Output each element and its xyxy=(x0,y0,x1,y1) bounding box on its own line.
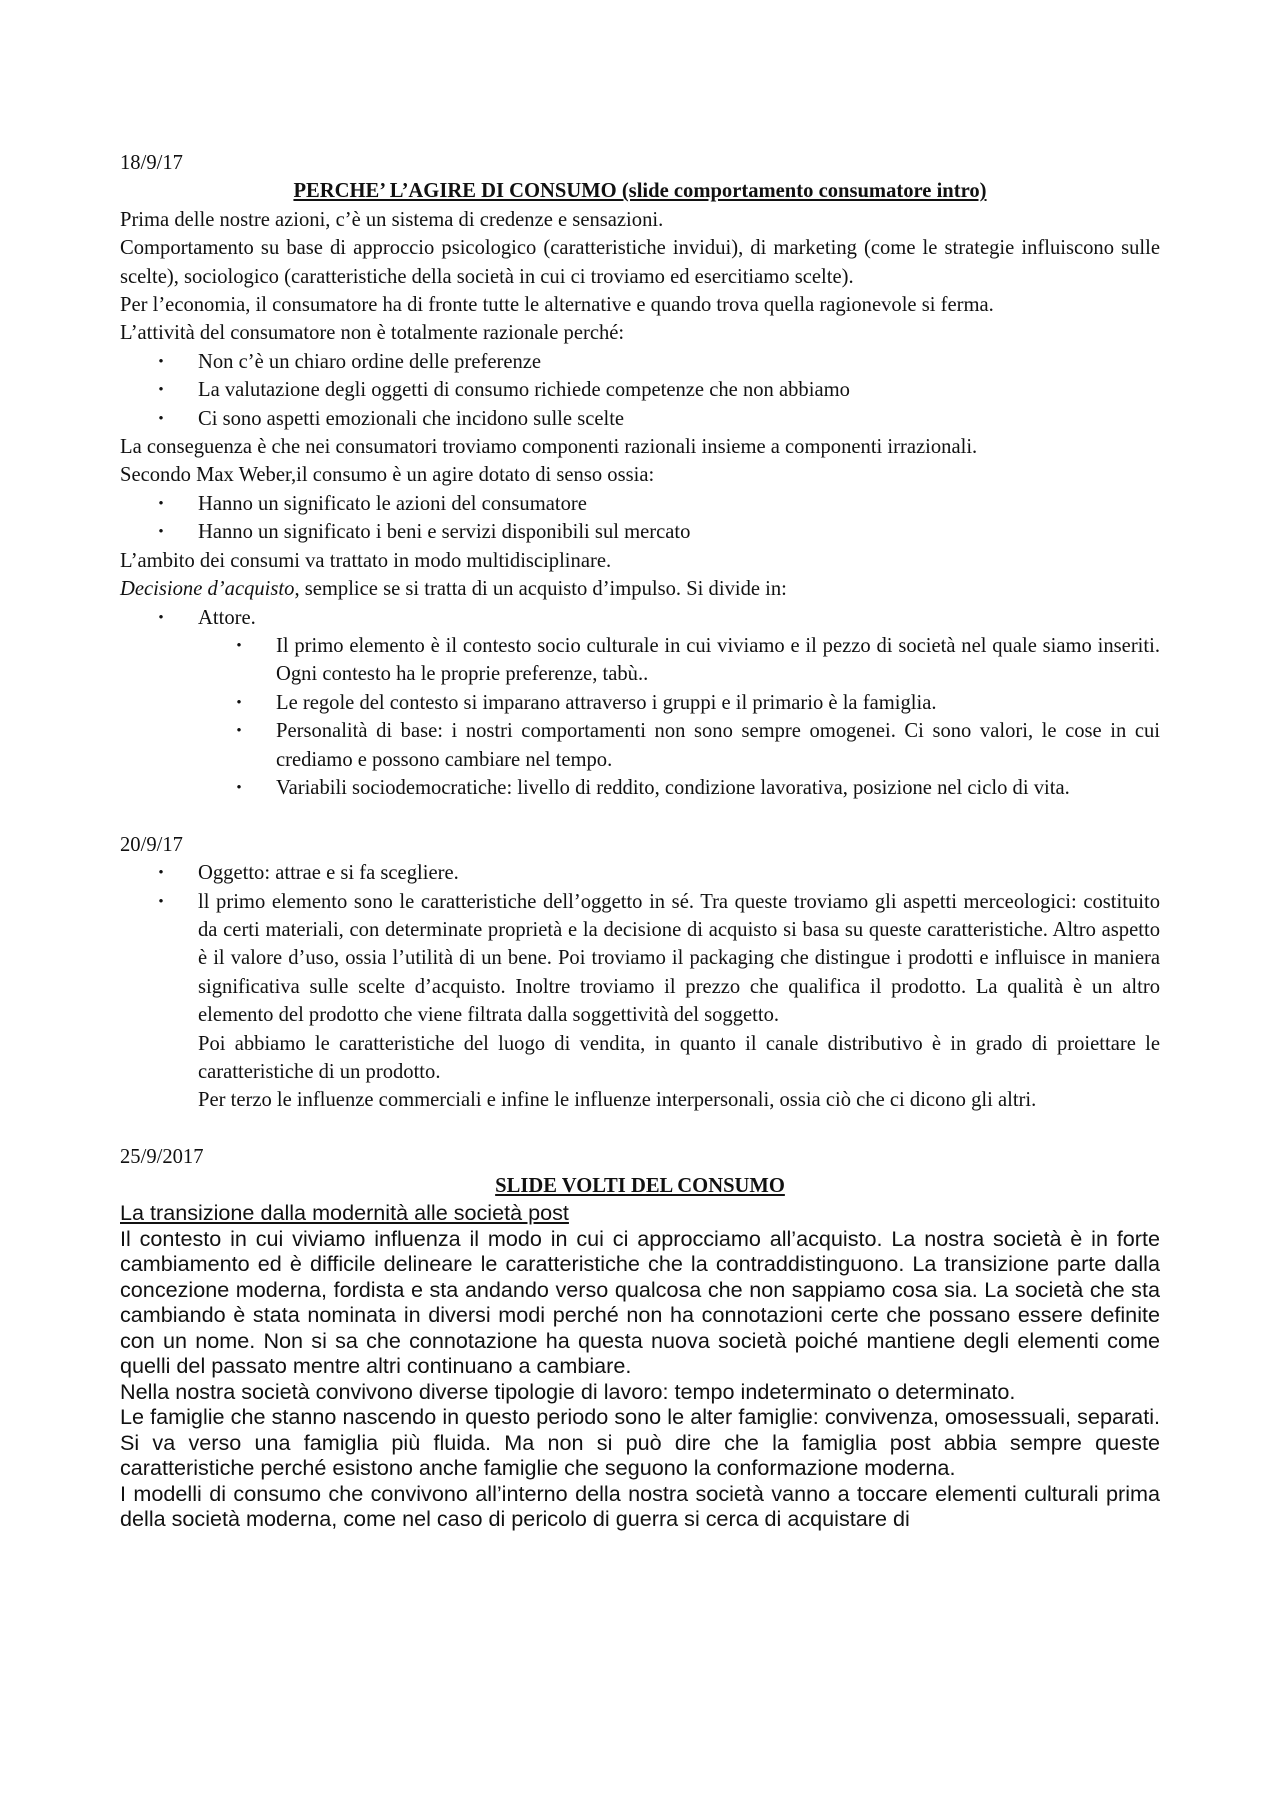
paragraph: L’ambito dei consumi va trattato in modo multidisciplinare. xyxy=(120,549,612,572)
bullet-list xyxy=(120,348,1160,433)
bullet-icon: • xyxy=(158,865,164,882)
section-title-volti-del-consumo: SLIDE VOLTI DEL CONSUMO xyxy=(495,1174,785,1197)
paragraph-decisione-acquisto: Decisione d’acquisto, semplice se si tratta di un acquisto d’impulso. Si divide in: xyxy=(120,578,787,601)
paragraph: La conseguenza è che nei consumatori troviamo componenti razionali insieme a componenti irrazionali. xyxy=(120,436,978,459)
bullet-icon: • xyxy=(236,779,242,796)
date-25-9-2017: 25/9/2017 xyxy=(120,1146,204,1169)
paragraph: I modelli di consumo che convivono all’interno della nostra società vanno a toccare elementi culturali prima della società moderna, come nel caso di pericolo di guerra si cerca di acquistare di xyxy=(120,1480,1160,1531)
list-item: • Personalità di base: i nostri comportamenti non sono sempre omogenei. Ci sono valori, le cose in cui crediamo e possono cambiare nel tempo. xyxy=(120,717,1160,774)
paragraph: Per l’economia, il consumatore ha di fronte tutte le alternative e quando trova quella ragionevole si ferma. xyxy=(120,294,994,317)
bullet-icon: • xyxy=(158,524,164,541)
list-item: • La valutazione degli oggetti di consumo richiede competenze che non abbiamo xyxy=(120,376,1160,404)
subsection-title: La transizione dalla modernità alle società post xyxy=(120,1200,569,1225)
list-item: • Hanno un significato le azioni del consumatore xyxy=(120,490,1160,518)
paragraph: Il contesto in cui viviamo influenza il modo in cui ci approcciamo all’acquisto. La nostra società è in forte cambiamento ed è difficile delineare le caratteristiche che la contraddistinguono. La transizione parte dalla concezione moderna, fordista e sta andando verso qualcosa che non sappiamo cosa sia. La società che sta cambiando è stata nominata in diversi modi perché non ha connotazioni certe che possano essere definite con un nome. Non si sa che connotazione ha questa nuova società poiché mantiene degli elementi come quelli del passato mentre altri continuano a cambiare. xyxy=(120,1225,1160,1378)
paragraph: L’attività del consumatore non è totalmente razionale perché: xyxy=(120,322,625,345)
paragraph: Comportamento su base di approccio psicologico (caratteristiche invidui), di marketing (come le strategie influiscono sulle scelte), sociologico (caratteristiche della società in cui ci troviamo ed esercitiamo scelte). xyxy=(120,237,1160,288)
list-item: • Ci sono aspetti emozionali che incidono sulle scelte xyxy=(120,405,1160,433)
list-item: • Il primo elemento è il contesto socio culturale in cui viviamo e il pezzo di società nel quale siamo inseriti. Ogni contesto ha le proprie preferenze, tabù.. xyxy=(120,632,1160,689)
bullet-list xyxy=(120,490,1160,547)
paragraph: Secondo Max Weber,il consumo è un agire dotato di senso ossia: xyxy=(120,464,655,487)
bullet-icon: • xyxy=(158,495,164,512)
bullet-icon: • xyxy=(158,609,164,626)
bullet-icon: • xyxy=(158,382,164,399)
bullet-icon: • xyxy=(158,410,164,427)
paragraph: Prima delle nostre azioni, c’è un sistema di credenze e sensazioni. xyxy=(120,208,664,231)
italic-term: Decisione d’acquisto xyxy=(120,578,295,601)
bullet-icon: • xyxy=(158,353,164,370)
list-item-paragraph: Per terzo le influenze commerciali e infine le influenze interpersonali, ossia ciò che ci dicono gli altri. xyxy=(198,1089,1037,1112)
bullet-icon: • xyxy=(236,637,242,654)
list-item: • Oggetto: attrae e si fa scegliere. xyxy=(120,859,1160,887)
sans-text-block xyxy=(120,1200,1160,1532)
bullet-icon: • xyxy=(236,723,242,740)
bullet-icon: • xyxy=(158,893,164,910)
date-20-9-17: 20/9/17 xyxy=(120,833,183,856)
list-item: • Hanno un significato i beni e servizi disponibili sul mercato xyxy=(120,518,1160,546)
list-item: • Variabili sociodemocratiche: livello di reddito, condizione lavorativa, posizione nel ciclo di vita. xyxy=(120,774,1160,802)
blank-line xyxy=(120,802,1160,830)
paragraph: Le famiglie che stanno nascendo in questo periodo sono le alter famiglie: convivenza, omosessuali, separati. Si va verso una famiglia più fluida. Ma non si può dire che la famiglia post abbia sempre queste caratteristiche perché esistono anche famiglie che seguono la conformazione moderna. xyxy=(120,1404,1160,1480)
list-item: • Le regole del contesto si imparano attraverso i gruppi e il primario è la famiglia. xyxy=(120,689,1160,717)
list-item xyxy=(120,888,1160,1115)
document-content xyxy=(120,149,1160,1532)
bullet-list-oggetto xyxy=(120,859,1160,1115)
paragraph: Nella nostra società convivono diverse tipologie di lavoro: tempo indeterminato o determinato. xyxy=(120,1378,1016,1404)
list-item-paragraph: Poi abbiamo le caratteristiche del luogo di vendita, in quanto il canale distributivo è in grado di proiettare le caratteristiche di un prodotto. xyxy=(198,1032,1160,1083)
nested-bullet-list xyxy=(120,632,1160,802)
blank-line xyxy=(120,1115,1160,1143)
list-item-attore: • Attore. xyxy=(120,604,1160,632)
bullet-icon: • xyxy=(236,694,242,711)
list-item-paragraph: ll primo elemento sono le caratteristiche dell’oggetto in sé. Tra queste troviamo gli aspetti merceologici: costituito da certi materiali, con determinate proprietà e la decisione di acquisto si basa su queste caratteristiche. Altro aspetto è il valore d’uso, ossia l’utilità di un bene. Poi troviamo il packaging che distingue i prodotti e influisce in maniera significativa sulle scelte d’acquisto. Inoltre troviamo il prezzo che qualifica il prodotto. La qualità è un altro elemento del prodotto che viene filtrata dalla soggettività del soggetto. xyxy=(198,890,1160,1027)
list-item: • Non c’è un chiaro ordine delle preferenze xyxy=(120,348,1160,376)
section-title-agire-di-consumo: PERCHE’ L’AGIRE DI CONSUMO (slide comportamento consumatore intro) xyxy=(293,180,987,203)
bullet-list-attore xyxy=(120,604,1160,632)
date-18-9-17: 18/9/17 xyxy=(120,152,183,174)
